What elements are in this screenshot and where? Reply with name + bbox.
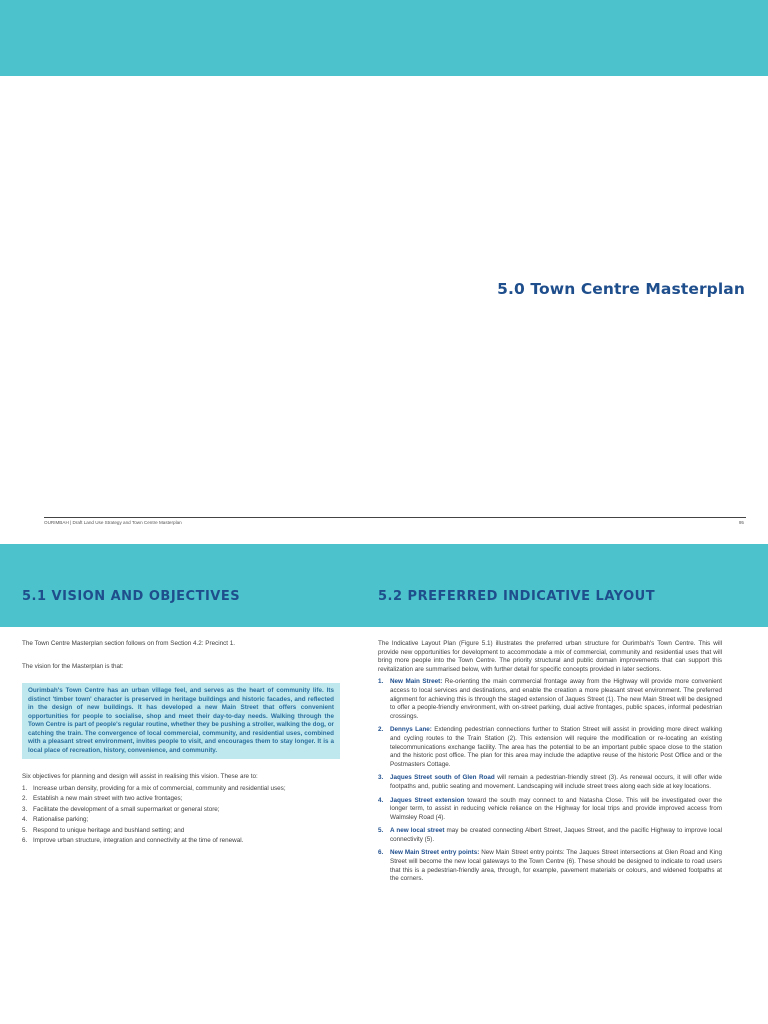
list-item: 2. Establish a new main street with two active frontages; [22, 795, 183, 803]
footer-caption: OURIMBAH | Draft Land Use Strategy and Town Centre Masterplan [44, 520, 182, 525]
section-banner [0, 544, 768, 627]
list-item: 3. Facilitate the development of a small supermarket or general store; [22, 805, 220, 813]
page-title: 5.0 Town Centre Masterplan [497, 280, 745, 298]
list-item: 3. Jaques Street south of Glen Road will remain a pedestrian-friendly street (3). As renewal occurs, it will offer wide footpaths and, public seating and movement. Landscaping will include street trees along each side at key locations. [378, 774, 722, 790]
list-item: 1. New Main Street: Re-orienting the main commercial frontage away from the Highway will provide more convenient access to local services and destinations, and enable the creation a more pleasant street environment. The preferred alignment for achieving this is through the staged extension of Jaques Street (1). The new Main Street will be designed to offer a people-friendly environment, with on-street parking, dual active frontages, public spaces, informal pedestrian crossings. [378, 678, 722, 720]
section-heading-layout: 5.2 PREFERRED INDICATIVE LAYOUT [378, 589, 656, 604]
list-item: 5. A new local street may be created connecting Albert Street, Jaques Street, and the pacific Highway to improve local connectivity (5). [378, 827, 722, 843]
objectives-list [22, 784, 340, 847]
right-column [378, 640, 722, 889]
left-column [22, 640, 340, 847]
list-item: 6. New Main Street entry points: New Main Street entry points: The Jaques Street intersections at Glen Road and King Street will become the new local gateways to the Town Centre (6). These should be designed to indicate to road users that this is a pedestrian-friendly area, through, for example, pavement materials or colours, and widened footpaths at the corners. [378, 849, 722, 883]
list-item: 4. Rationalise parking; [22, 816, 89, 824]
list-item: 4. Jaques Street extension toward the south may connect to and Natasha Close. This will be investigated over the longer term, to assist in reducing vehicle reliance on the Highway for local trips and provide improved access from Walmsley Road (4). [378, 796, 722, 821]
list-item: 6. Improve urban structure, integration and connectivity at the time of renewal. [22, 837, 244, 845]
objectives-intro: Six objectives for planning and design will assist in realising this vision. These are to: [22, 773, 258, 781]
vision-intro: The vision for the Masterplan is that: [22, 662, 124, 670]
list-item: 5. Respond to unique heritage and bushland setting; and [22, 826, 185, 834]
list-item: 2. Dennys Lane: Extending pedestrian connections further to Station Street will assist in providing more direct walking and cycling routes to the Train Station (2). This extension will require the modification or re-locating an existing telecommunications exchange facility. The area has the potential to be an important public space close to the station and the historic post office. The plan for this area may include the adaptive reuse of the historic Post Office and or the Postmasters Cottage. [378, 726, 723, 768]
layout-intro: The Indicative Layout Plan (Figure 5.1) illustrates the preferred urban structure for Ourimbah's Town Centre. This will provide new opportunities for development to accommodate a mix of commercial, community and residential uses that will bring more people into the Town Centre. The priority structural and public domain improvements that can support this revitalization are summarised below, with further detail for specific concepts provided in later sections. [378, 640, 722, 673]
intro-paragraph: The Town Centre Masterplan section follows on from Section 4.2: Precinct 1. [22, 640, 236, 647]
list-item: 1. Increase urban density, providing for a mix of commercial, community and residential uses; [22, 784, 286, 792]
layout-list [378, 678, 722, 883]
section-heading-vision: 5.1 VISION AND OBJECTIVES [22, 589, 241, 604]
footer-rule [44, 517, 746, 518]
top-banner [0, 0, 768, 76]
page-number: 95 [738, 520, 744, 525]
vision-statement: Ourimbah's Town Centre has an urban village feel, and serves as the heart of community life. Its distinct 'timber town' character is preserved in heritage buildings and historic facades, and reflected in the design of new buildings. It has developed a new Main Street that offers convenient opportunities for people to socialise, shop and meet their day-to-day needs. Walking through the Town Centre is part of people's regular routine, whether they be pushing a stroller, walking the dog, or catching the train. The convergence of local commercial, community, and residential uses, combined with a pleasant street environment, invites people to visit, and encourages them to stay longer. It is a local place of recreation, history, convenience, and community. [22, 683, 340, 759]
